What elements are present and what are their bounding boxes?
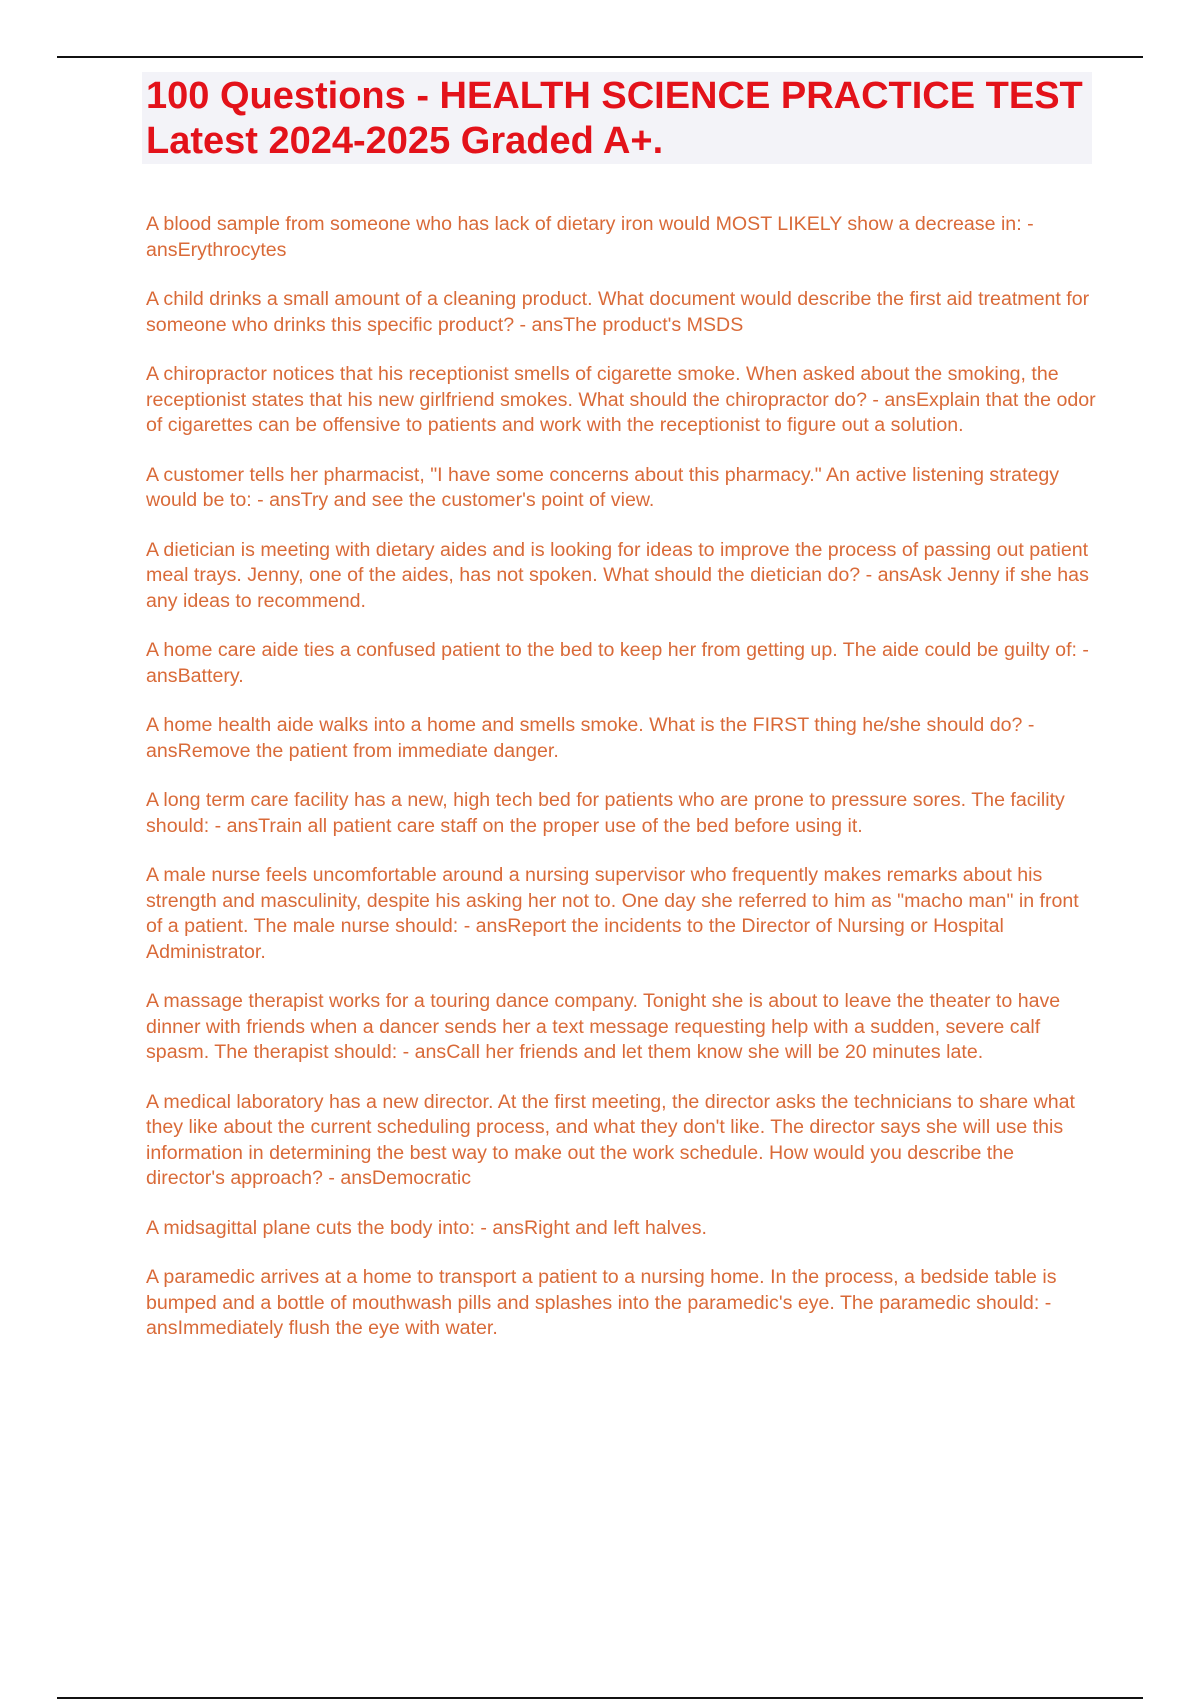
question-item: A dietician is meeting with dietary aides and is looking for ideas to improve the process of passing out patient meal trays. Jenny, one of the aides, has not spoken. What should the dietician do? - ansAsk Jenny if she has any ideas to recommend. (146, 538, 1089, 612)
title-banner (142, 72, 1092, 164)
question-item: A midsagittal plane cuts the body into: - ansRight and left halves. (146, 1216, 707, 1239)
bottom-rule (57, 1697, 1143, 1699)
question-item: A paramedic arrives at a home to transport a patient to a nursing home. In the process, a bedside table is bumped and a bottle of mouthwash pills and splashes into the paramedic's eye. The paramedic should: - ansImmediately flush the eye with water. (146, 1266, 1057, 1339)
document-title: 100 Questions - HEALTH SCIENCE PRACTICE TEST Latest 2024-2025 Graded A+. (146, 75, 1083, 162)
question-item: A customer tells her pharmacist, "I have some concerns about this pharmacy." An active listening strategy would be to: - ansTry and see the customer's point of view. (146, 463, 1060, 511)
question-item: A male nurse feels uncomfortable around a nursing supervisor who frequently makes remarks about his strength and masculinity, despite his asking her not to. One day she referred to him as "macho man" in front of a patient. The male nurse should: - ansReport the incidents to the Director of Nursing or Hospital Administrator. (146, 864, 1079, 963)
top-rule (57, 56, 1143, 58)
question-item: A blood sample from someone who has lack of dietary iron would MOST LIKELY show a decrease in: - ansErythrocytes (146, 213, 1034, 261)
question-item: A medical laboratory has a new director. At the first meeting, the director asks the technicians to share what they like about the current scheduling process, and what they don't like. The director says she will use this information in determining the best way to make out the work schedule. How would you describe the director's approach? - ansDemocratic (146, 1090, 1075, 1189)
question-item: A long term care facility has a new, high tech bed for patients who are prone to pressure sores. The facility should: - ansTrain all patient care staff on the proper use of the bed before using it. (146, 789, 1065, 837)
question-list (146, 212, 1096, 1366)
question-item: A massage therapist works for a touring dance company. Tonight she is about to leave the theater to have dinner with friends when a dancer sends her a text message requesting help with a sudden, severe calf spasm. The therapist should: - ansCall her friends and let them know she will be 20 minutes late. (146, 990, 1061, 1063)
question-item: A chiropractor notices that his receptionist smells of cigarette smoke. When asked about the smoking, the receptionist states that his new girlfriend smokes. What should the chiropractor do? - ansExplain that the odor of cigarettes can be offensive to patients and work with the receptionist to figure out a solution. (146, 363, 1096, 436)
question-item: A child drinks a small amount of a cleaning product. What document would describe the first aid treatment for someone who drinks this specific product? - ansThe product's MSDS (146, 288, 1090, 336)
question-item: A home health aide walks into a home and smells smoke. What is the FIRST thing he/she should do? - ansRemove the patient from immediate danger. (146, 714, 1035, 762)
question-item: A home care aide ties a confused patient to the bed to keep her from getting up. The aide could be guilty of: - ansBattery. (146, 639, 1089, 687)
